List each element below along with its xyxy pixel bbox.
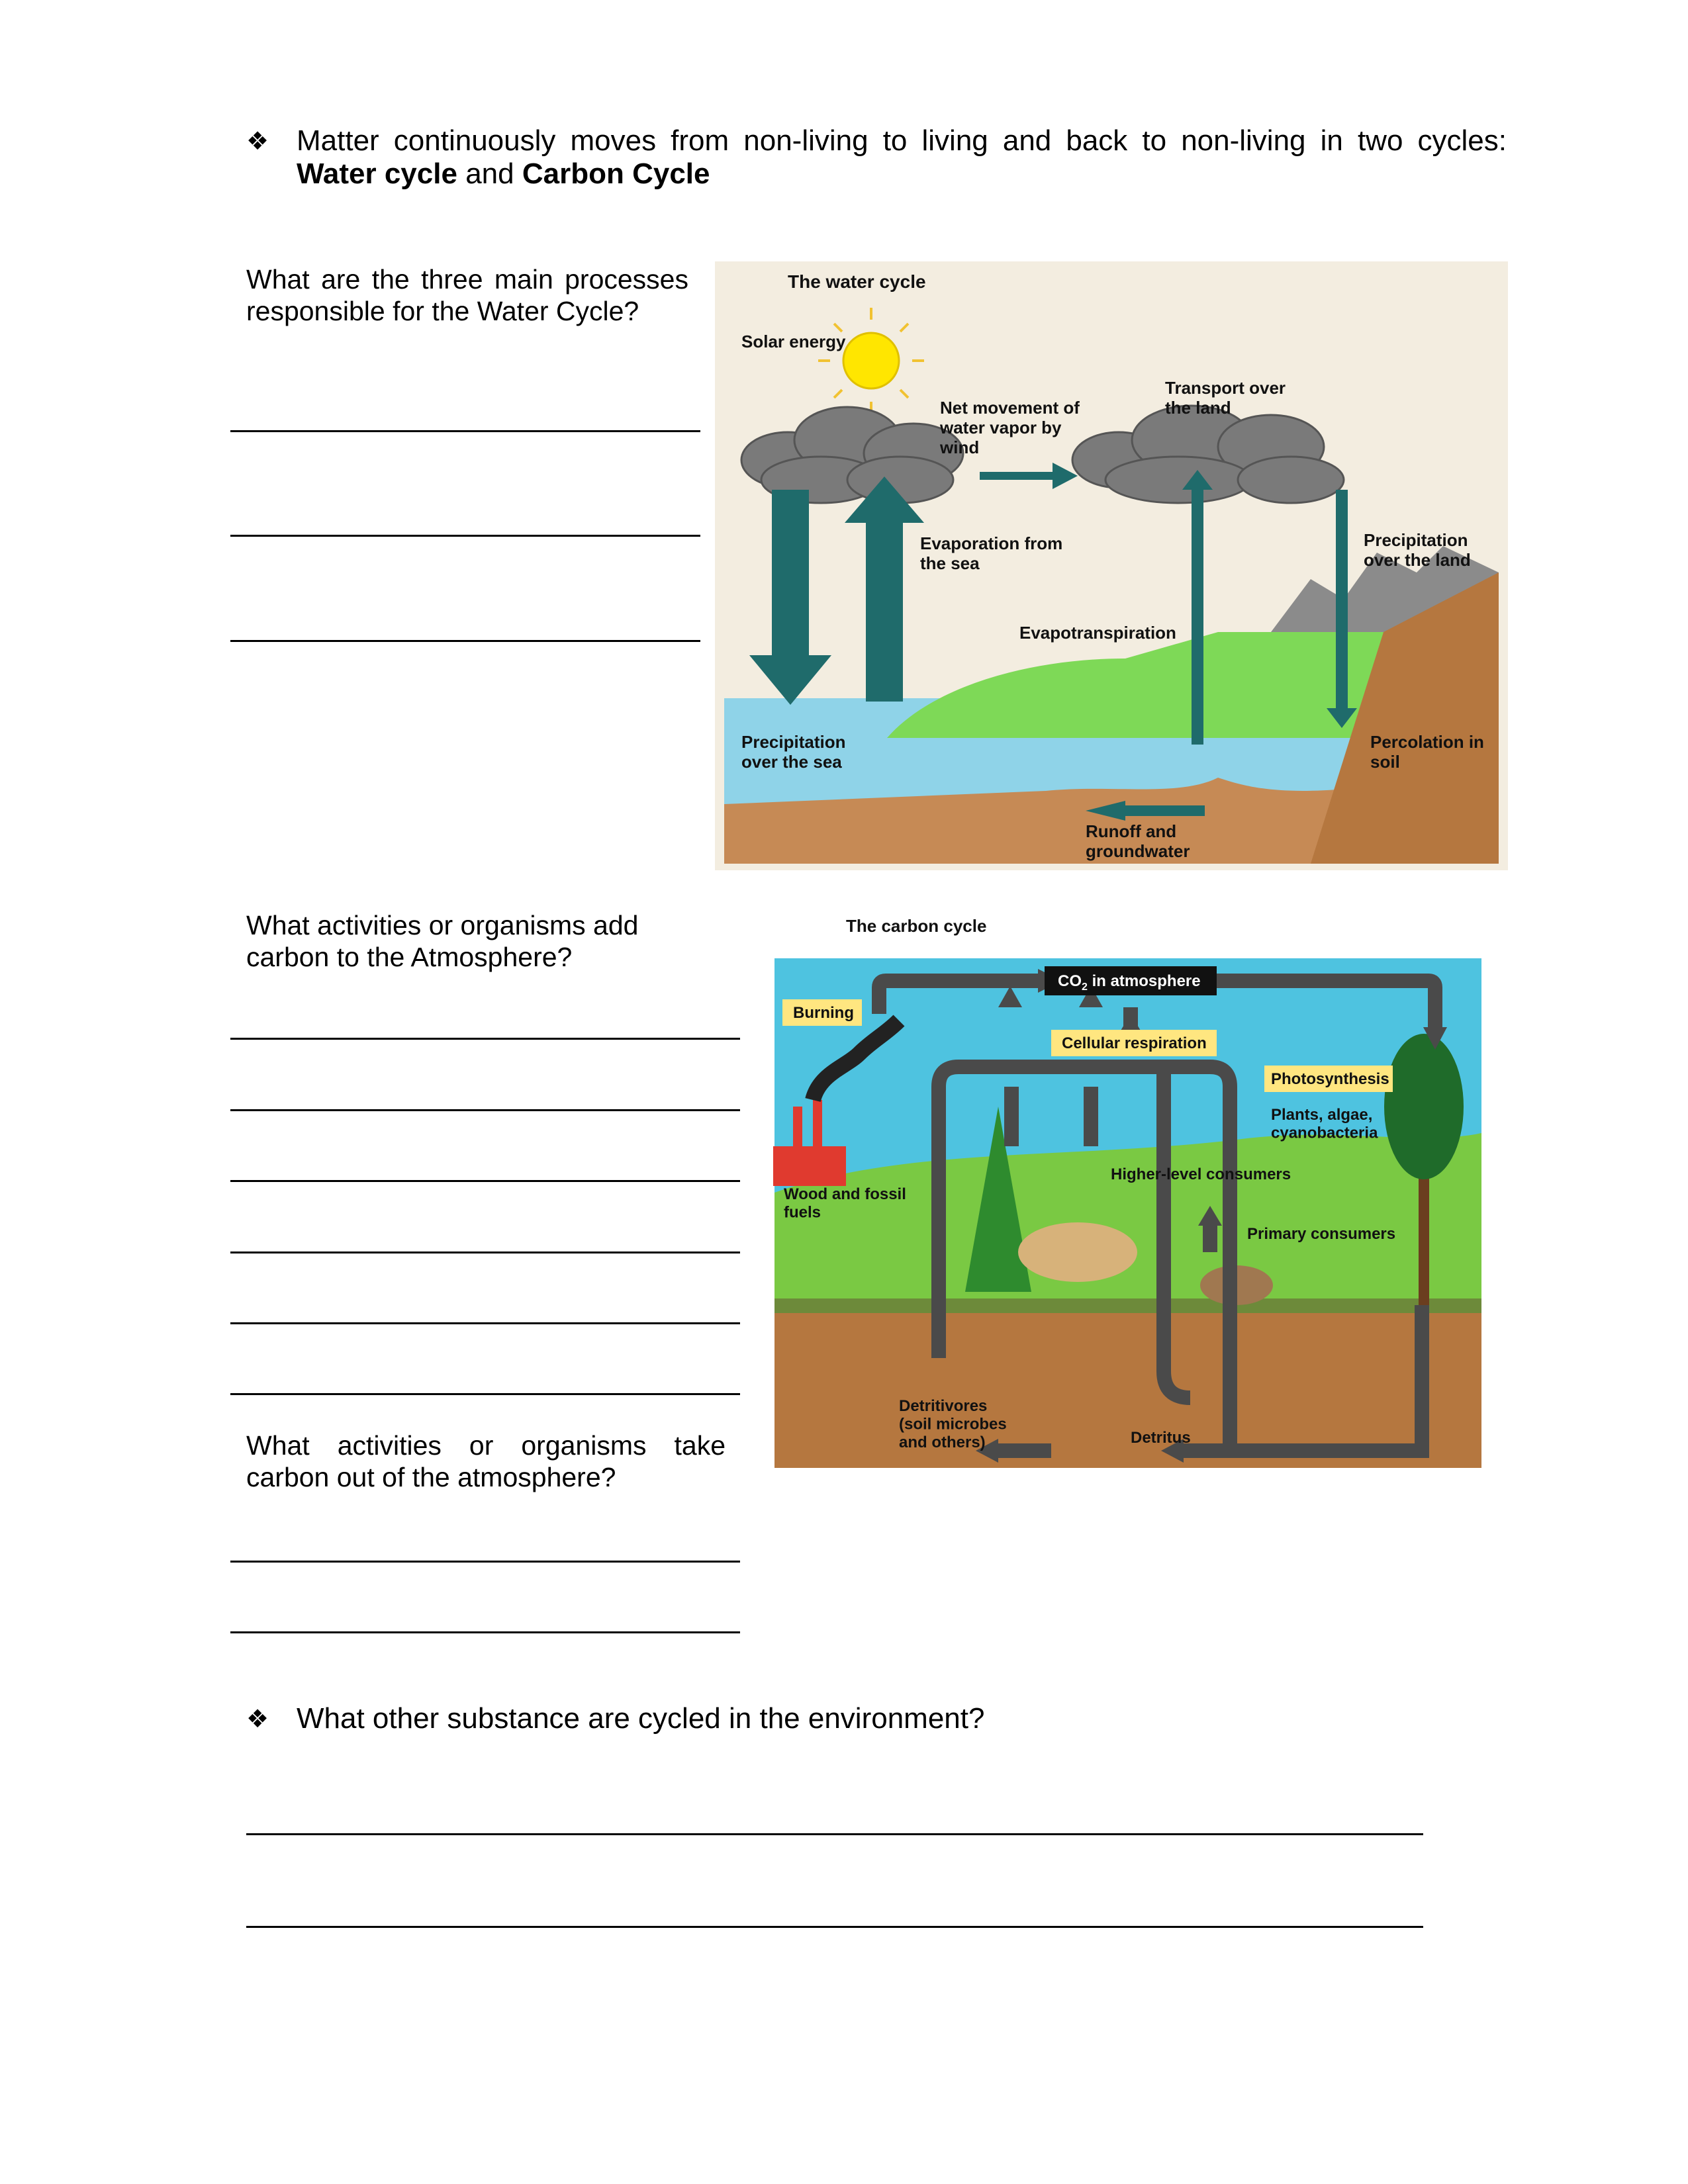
intro-terms	[297, 158, 1091, 191]
label-detritus: Detritus	[1131, 1429, 1191, 1447]
other-question: What other substance are cycled in the environment?	[297, 1702, 985, 1735]
label-net-movement: Net movement of water vapor by wind	[940, 398, 1080, 457]
label-evapotranspiration: Evapotranspiration	[1019, 623, 1176, 643]
label-wood-fossil: Wood and fossil fuels	[784, 1185, 906, 1222]
term-water-cycle: Water cycle	[297, 158, 457, 190]
label-runoff: Runoff and groundwater	[1086, 821, 1190, 861]
water-diagram-title: The water cycle	[788, 271, 926, 292]
term-carbon-cycle: Carbon Cycle	[522, 158, 710, 190]
term-connector: and	[465, 158, 514, 190]
carbon-diagram-title: The carbon cycle	[846, 916, 987, 936]
label-higher-consumers: Higher-level consumers	[1111, 1165, 1291, 1183]
water-cycle-diagram	[715, 261, 1508, 870]
answer-line[interactable]	[230, 1322, 740, 1324]
label-evaporation: Evaporation from the sea	[920, 533, 1063, 573]
answer-line[interactable]	[246, 1926, 1423, 1928]
carbon-add-question: What activities or organisms add carbon to the Atmosphere?	[246, 910, 639, 972]
water-question: What are the three main processes responsible for the Water Cycle?	[246, 264, 688, 326]
label-burning: Burning	[793, 1004, 854, 1022]
label-solar-energy: Solar energy	[741, 332, 846, 351]
label-percolation: Percolation in soil	[1370, 732, 1484, 772]
bullet-icon: ❖	[246, 126, 269, 156]
intro-sentence: Matter continuously moves from non-living to living and back to non-living in two cycles:	[297, 124, 1507, 157]
label-cellular-respiration: Cellular respiration	[1062, 1034, 1207, 1052]
label-primary-consumers: Primary consumers	[1247, 1225, 1396, 1243]
bullet-icon: ❖	[246, 1704, 269, 1733]
label-precip-sea: Precipitation over the sea	[741, 732, 846, 772]
answer-line[interactable]	[230, 1631, 740, 1633]
label-plants: Plants, algae, cyanobacteria	[1271, 1106, 1378, 1142]
label-photosynthesis: Photosynthesis	[1271, 1070, 1389, 1088]
answer-line[interactable]	[230, 1180, 740, 1182]
label-detritivores: Detritivores (soil microbes and others)	[899, 1397, 1007, 1452]
label-co2-atmosphere: $CO_2$ in atmosphere	[1058, 972, 1201, 993]
carbon-remove-question: What activities or organisms take carbon out of the atmosphere?	[246, 1430, 726, 1492]
answer-line[interactable]	[230, 430, 700, 432]
answer-line[interactable]	[230, 535, 700, 537]
answer-line[interactable]	[230, 1393, 740, 1395]
answer-line[interactable]	[230, 640, 700, 642]
label-transport: Transport over the land	[1165, 378, 1286, 418]
answer-line[interactable]	[230, 1038, 740, 1040]
label-precip-land: Precipitation over the land	[1364, 530, 1471, 570]
carbon-cycle-diagram	[773, 908, 1483, 1469]
answer-line[interactable]	[246, 1833, 1423, 1835]
answer-line[interactable]	[230, 1109, 740, 1111]
answer-line[interactable]	[230, 1251, 740, 1253]
answer-line[interactable]	[230, 1561, 740, 1563]
